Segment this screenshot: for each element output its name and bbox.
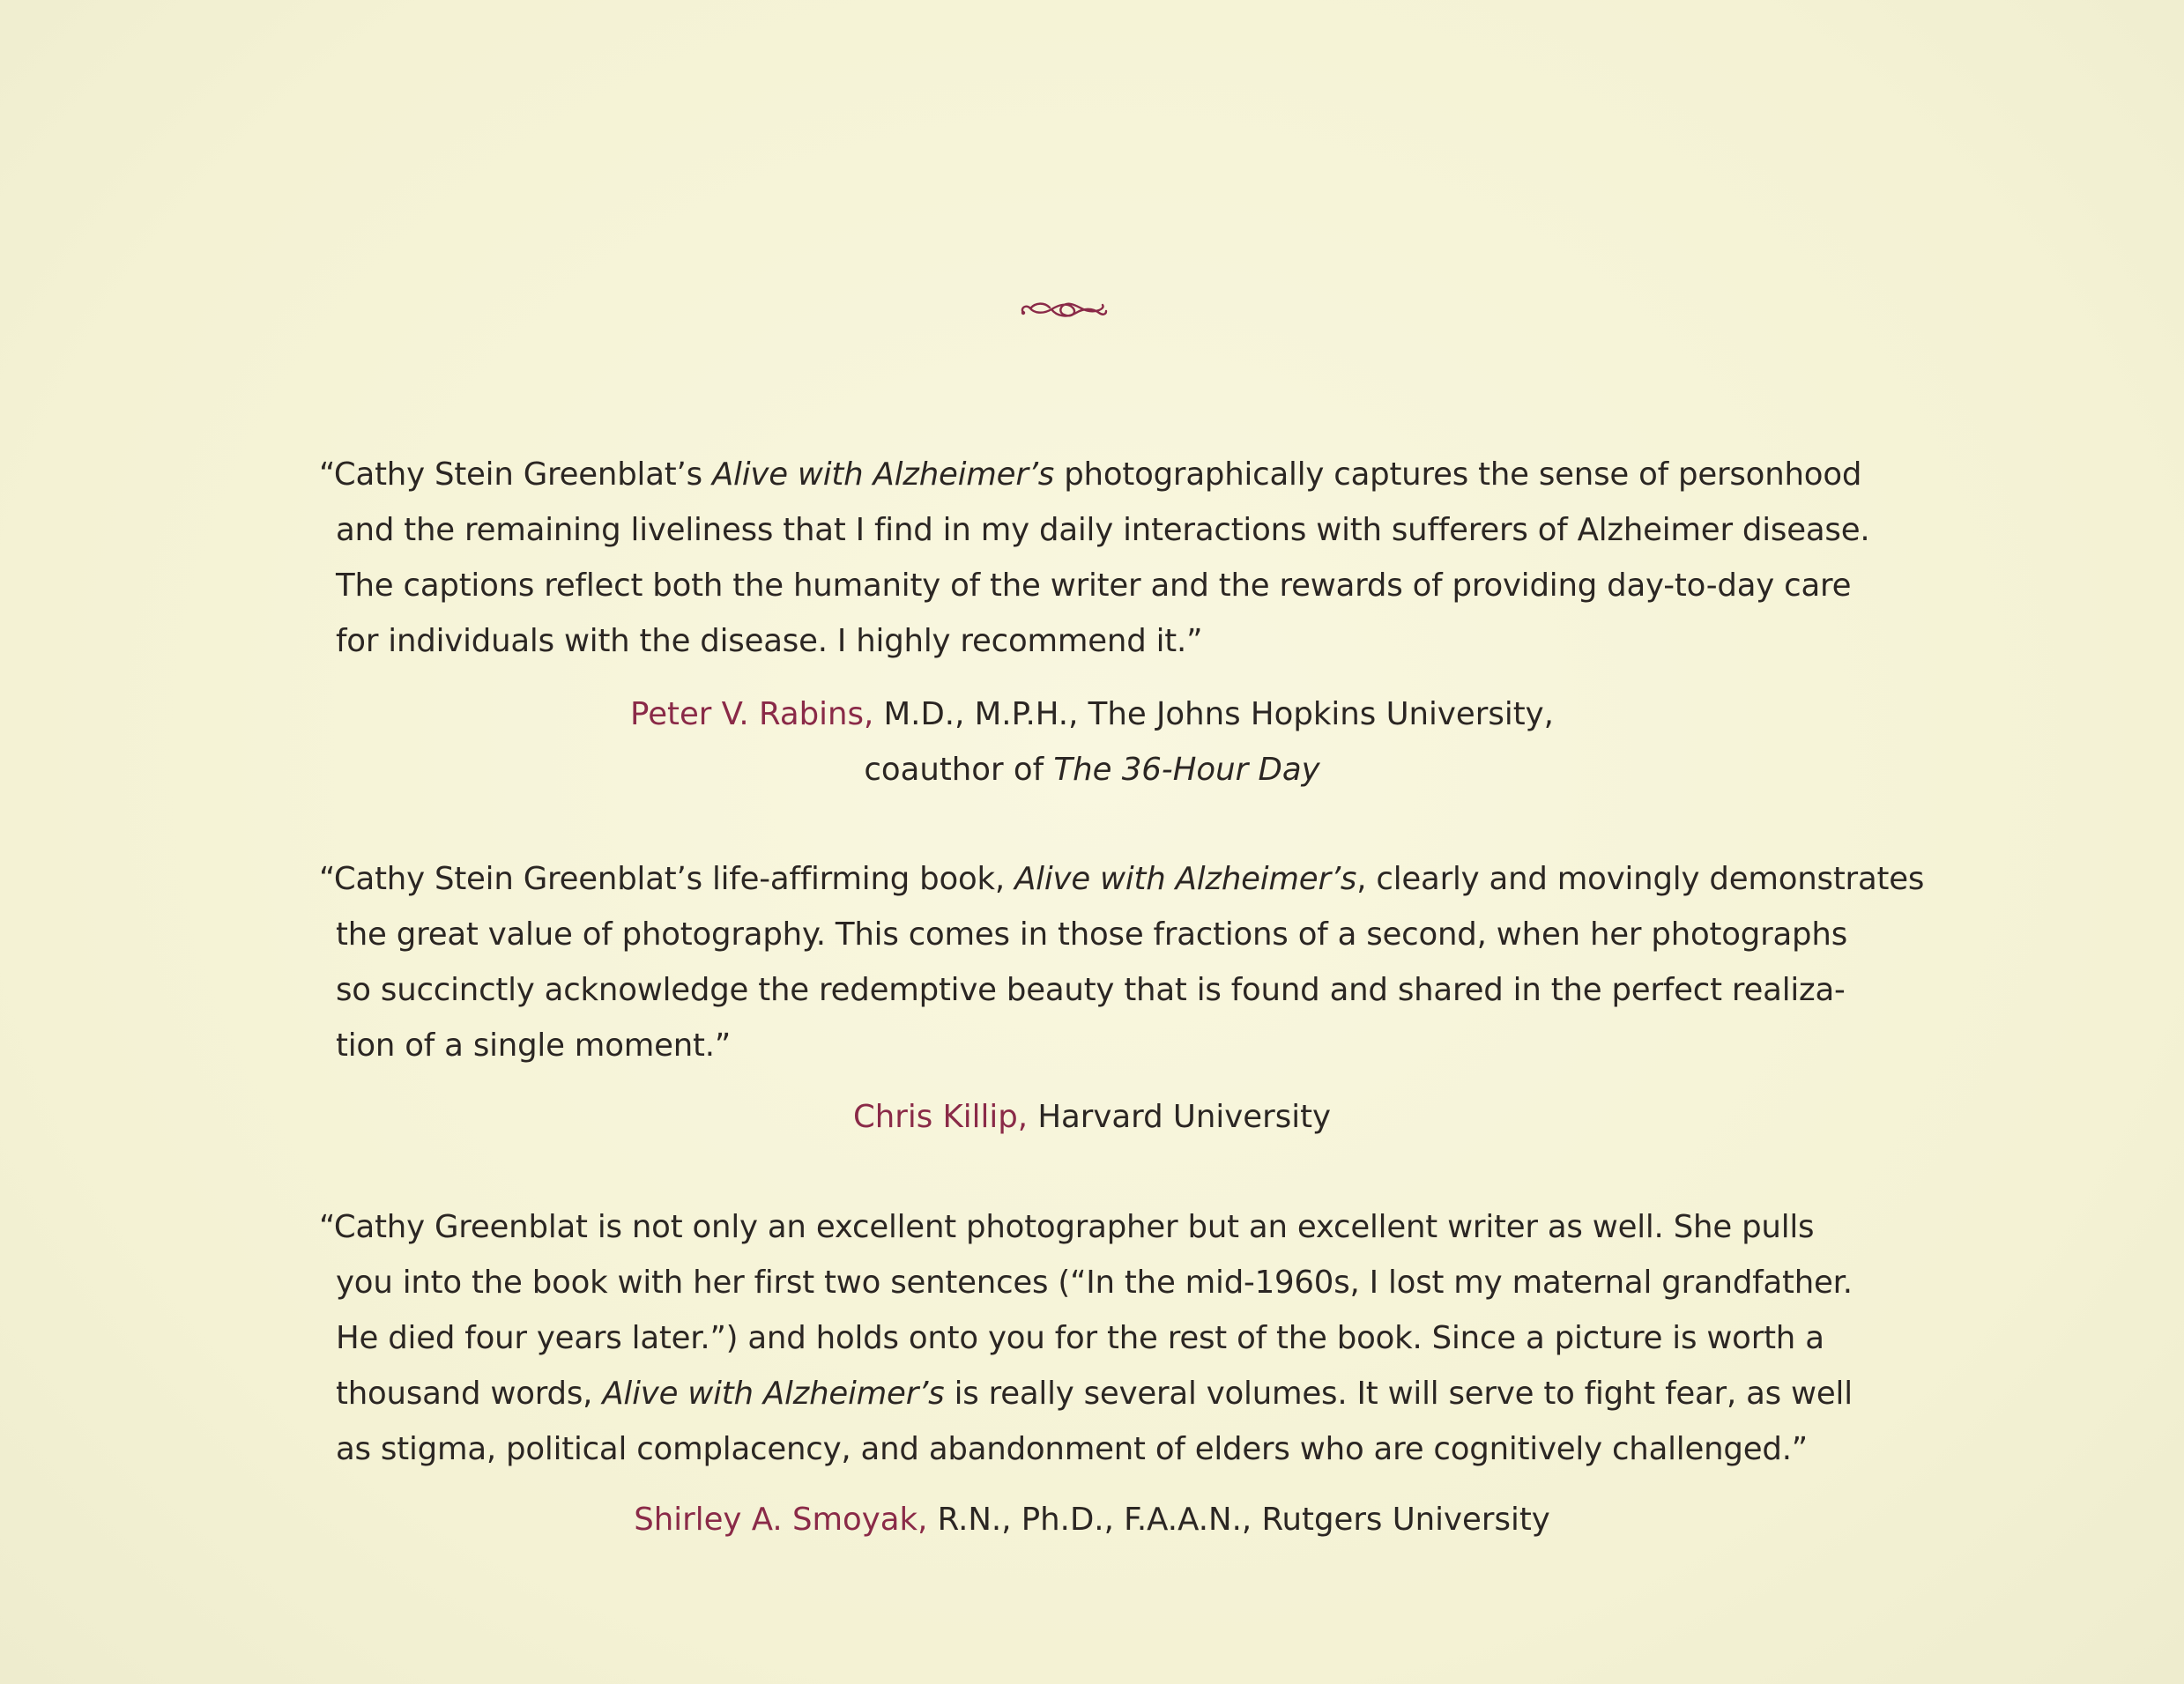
quote-block-1 bbox=[319, 447, 1870, 669]
quote-line: The captions reflect both the humanity of the writer and the rewards of providing day-to-day care bbox=[336, 568, 1852, 604]
quote-line: “Cathy Greenblat is not only an excellent photographer but an excellent writer as well. She pulls bbox=[319, 1209, 1815, 1245]
quote-line: so succinctly acknowledge the redemptive beauty that is found and shared in the perfect realiza- bbox=[336, 972, 1846, 1008]
quote-line: the great value of photography. This comes in those fractions of a second, when her photographs bbox=[336, 916, 1847, 953]
quote-line: as stigma, political complacency, and abandonment of elders who are cognitively challenged.” bbox=[336, 1431, 1808, 1467]
quote-line: “Cathy Stein Greenblat’s Alive with Alzheimer’s photographically captures the sense of personhood bbox=[319, 456, 1862, 493]
author-name: Peter V. Rabins, bbox=[630, 696, 874, 732]
author-name: Chris Killip, bbox=[852, 1099, 1029, 1135]
flourish-ornament-icon bbox=[1018, 292, 1110, 327]
attribution-line bbox=[0, 686, 2184, 742]
author-name: Shirley A. Smoyak, bbox=[634, 1502, 928, 1538]
attribution-3 bbox=[0, 1492, 2184, 1547]
author-credentials: R.N., Ph.D., F.A.A.N., Rutgers University bbox=[927, 1502, 1550, 1538]
quote-line: tion of a single moment.” bbox=[336, 1027, 732, 1064]
quote-block-2 bbox=[319, 851, 1925, 1073]
quote-line: and the remaining liveliness that I find in my daily interactions with sufferers of Alzheimer disease. bbox=[336, 512, 1870, 548]
author-credentials: Harvard University bbox=[1028, 1099, 1332, 1135]
quote-line: for individuals with the disease. I highly recommend it.” bbox=[336, 623, 1203, 659]
quote-line: He died four years later.”) and holds onto you for the rest of the book. Since a picture is worth a bbox=[336, 1320, 1824, 1356]
attribution-line bbox=[0, 1492, 2184, 1547]
attribution-2 bbox=[0, 1089, 2184, 1145]
attribution-1 bbox=[0, 686, 2184, 797]
quote-line: you into the book with her first two sentences (“In the mid-1960s, I lost my maternal grandfather. bbox=[336, 1265, 1853, 1301]
attribution-line: coauthor of The 36-Hour Day bbox=[864, 752, 1320, 788]
quote-block-3 bbox=[319, 1199, 1853, 1477]
book-title: The 36-Hour Day bbox=[1053, 752, 1320, 788]
author-credentials: M.D., M.P.H., The Johns Hopkins University, bbox=[873, 696, 1554, 732]
quote-line: thousand words, Alive with Alzheimer’s is really several volumes. It will serve to fight fear, as well bbox=[336, 1376, 1853, 1412]
attribution-line bbox=[0, 1089, 2184, 1145]
quote-line: “Cathy Stein Greenblat’s life-affirming book, Alive with Alzheimer’s, clearly and movingly demonstrates bbox=[319, 861, 1925, 897]
